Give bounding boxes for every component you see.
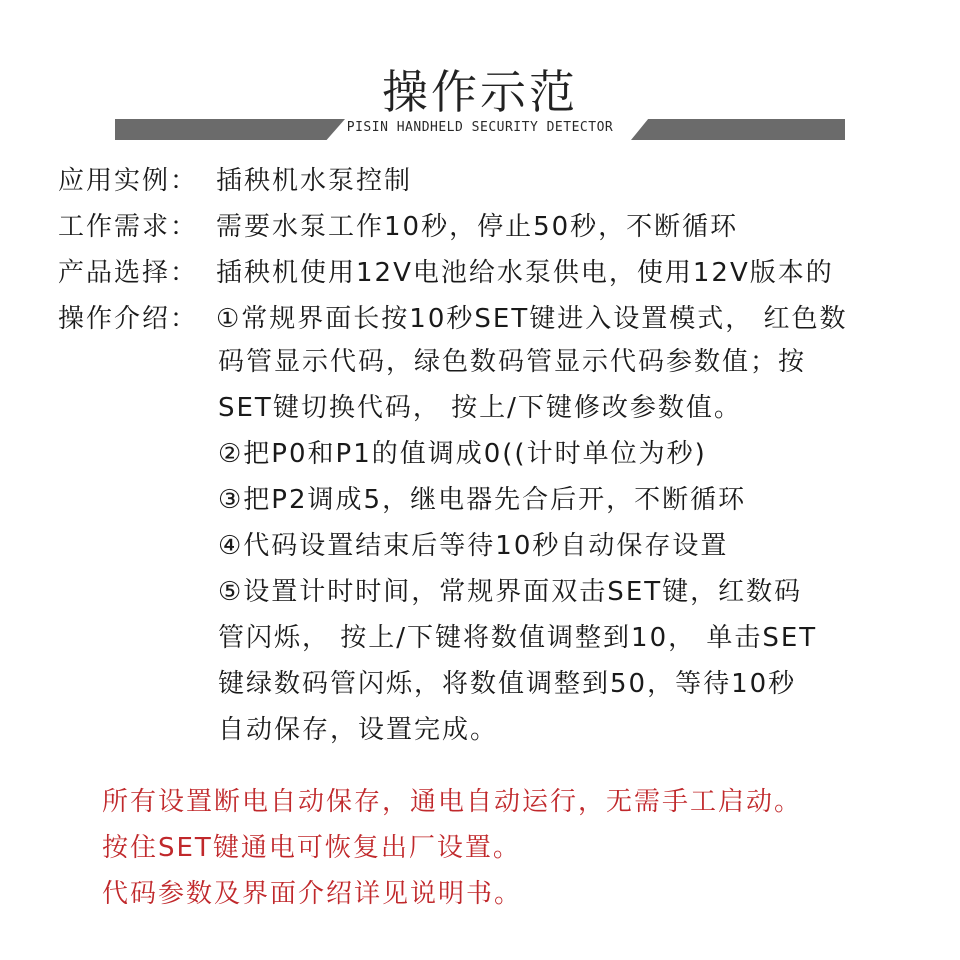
row-value: 插秧机水泵控制 bbox=[216, 166, 413, 196]
row-label: 应用实例： bbox=[58, 166, 199, 196]
info-rows bbox=[58, 160, 938, 344]
page-title: 操作示范 bbox=[382, 65, 578, 119]
instruction-line: SET键切换代码， 按上/下键修改参数值。 bbox=[218, 393, 742, 423]
row-value: ①常规界面长按10秒SET键进入设置模式， 红色数 bbox=[216, 304, 848, 334]
info-row bbox=[58, 160, 938, 206]
row-label: 工作需求： bbox=[58, 212, 199, 242]
info-row bbox=[58, 298, 938, 344]
row-value: 需要水泵工作10秒，停止50秒，不断循环 bbox=[216, 212, 739, 242]
banner-bar-right bbox=[631, 119, 845, 140]
instruction-line: ⑤设置计时时间，常规界面双击SET键，红数码 bbox=[218, 577, 803, 607]
note-line: 所有设置断电自动保存，通电自动运行，无需手工启动。 bbox=[102, 787, 803, 817]
title-banner bbox=[115, 119, 845, 140]
instruction-line: 键绿数码管闪烁，将数值调整到50，等待10秒 bbox=[218, 669, 797, 699]
info-row bbox=[58, 252, 938, 298]
info-row bbox=[58, 206, 938, 252]
note-line: 按住SET键通电可恢复出厂设置。 bbox=[102, 833, 521, 863]
instruction-line: 自动保存，设置完成。 bbox=[218, 715, 499, 745]
instruction-line: 码管显示代码，绿色数码管显示代码参数值；按 bbox=[218, 347, 807, 377]
banner-bar-left bbox=[115, 119, 345, 140]
row-label: 操作介绍： bbox=[58, 304, 199, 334]
instruction-line: ④代码设置结束后等待10秒自动保存设置 bbox=[218, 531, 729, 561]
instruction-line: 管闪烁， 按上/下键将数值调整到10， 单击SET bbox=[218, 623, 818, 653]
instruction-line: ③把P2调成5，继电器先合后开，不断循环 bbox=[218, 485, 747, 515]
note-line: 代码参数及界面介绍详见说明书。 bbox=[102, 879, 523, 909]
row-value: 插秧机使用12V电池给水泵供电，使用12V版本的 bbox=[216, 258, 834, 288]
banner-text: PISIN HANDHELD SECURITY DETECTOR bbox=[346, 120, 614, 135]
row-label: 产品选择： bbox=[58, 258, 199, 288]
instruction-line: ②把P0和P1的值调成0((计时单位为秒) bbox=[218, 439, 707, 469]
